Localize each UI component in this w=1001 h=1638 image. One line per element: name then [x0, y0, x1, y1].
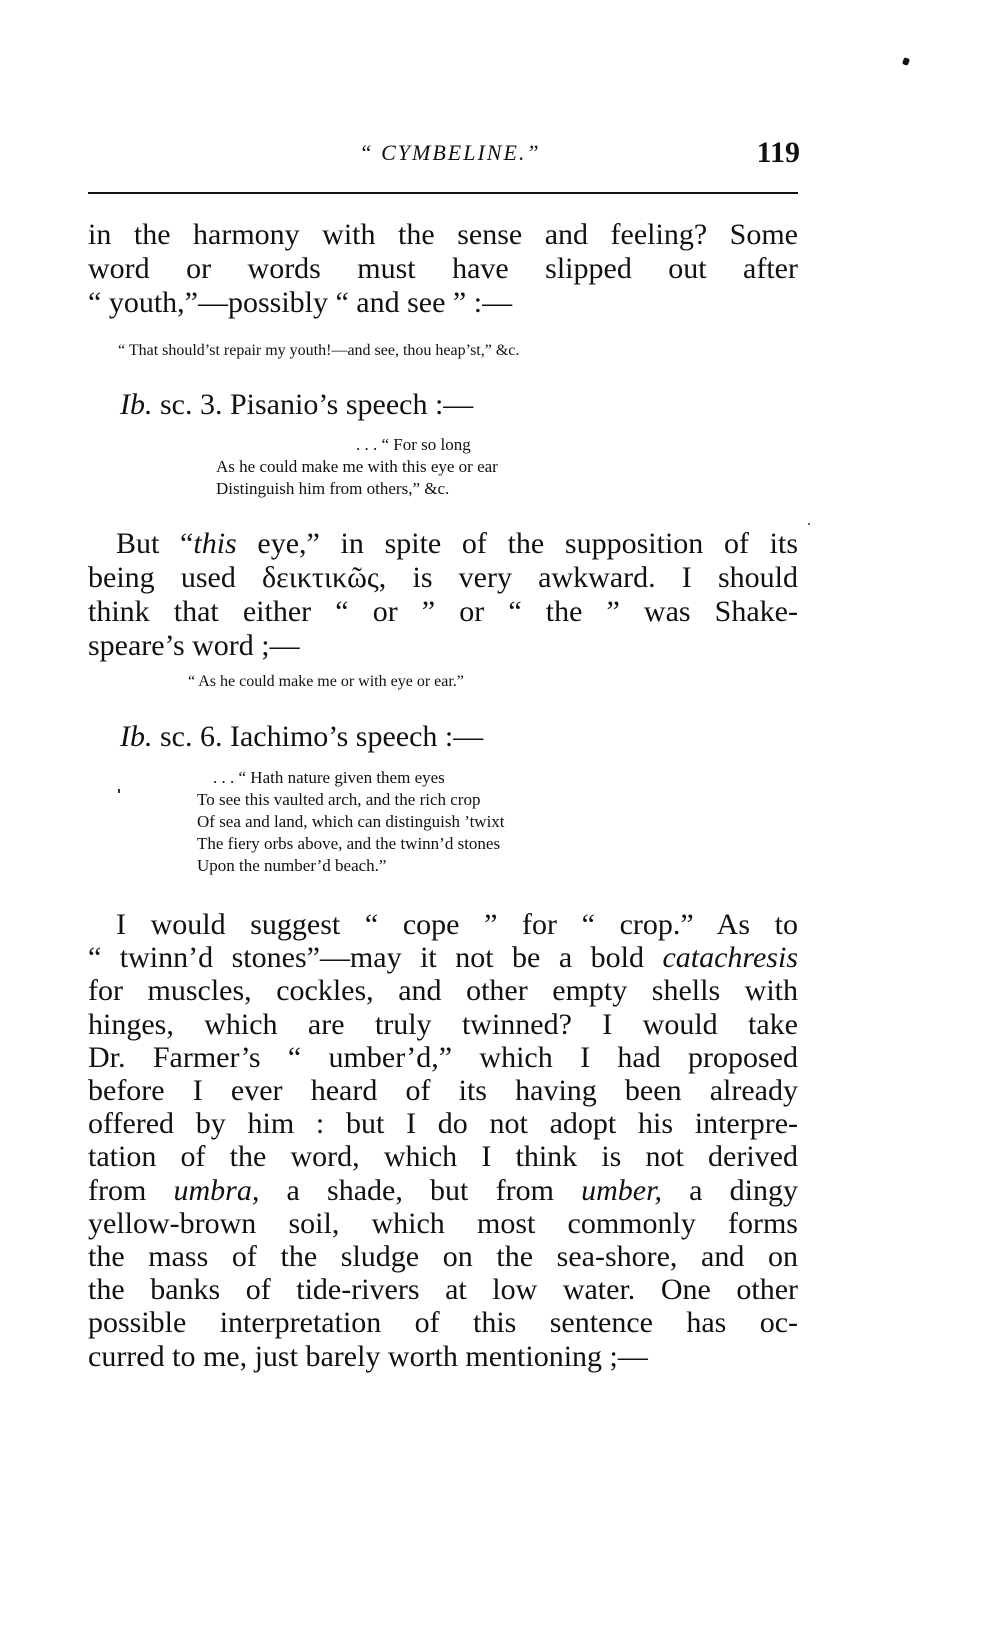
ibid-ref: Ib. [120, 720, 153, 753]
text-line: offered by him : but I do not adopt his interpre- [88, 1107, 798, 1141]
emphasis: umber, [581, 1173, 662, 1207]
text-line: think that either “ or ” or “ the ” was Shake- [88, 595, 798, 628]
quote-line: As he could make me with this eye or ear [216, 457, 498, 476]
text-line: curred to me, just barely worth mentioning ;— [88, 1339, 648, 1373]
quote-line: The fiery orbs above, and the twinn’d stones [197, 834, 501, 853]
paragraph-3 [88, 908, 798, 1373]
paragraph-2 [88, 527, 798, 663]
text-fragment: from [88, 1173, 174, 1207]
text-fragment: a dingy [661, 1173, 798, 1207]
page-number: 119 [756, 136, 800, 169]
text-line: tation of the word, which I think is not derived [88, 1140, 798, 1174]
heading-text: sc. 3. Pisanio’s speech :— [160, 388, 474, 421]
quote-line: “ That should’st repair my youth!—and see, thou heap’st,” &c. [118, 342, 520, 359]
text-fragment: But “ [116, 527, 194, 560]
section-heading-sc6 [120, 720, 483, 754]
quote-line: “ As he could make me or with eye or ear.” [188, 673, 464, 690]
quote-line: . . . “ Hath nature given them eyes [213, 768, 445, 787]
text-line [88, 1174, 798, 1207]
text-line: “ youth,”—possibly “ and see ” :— [88, 286, 513, 319]
running-title: “ CYMBELINE.” [359, 140, 541, 165]
text-line: yellow-brown soil, which most commonly forms [88, 1206, 798, 1240]
text-line: before I ever heard of its having been already [88, 1074, 798, 1108]
text-line: word or words must have slipped out after [88, 252, 798, 285]
ibid-ref: Ib. [120, 388, 153, 421]
text-line: in the harmony with the sense and feeling? Some [88, 218, 798, 251]
text-line: hinges, which are truly twinned? I would take [88, 1007, 798, 1041]
text-line: Dr. Farmer’s “ umber’d,” which I had proposed [88, 1040, 798, 1074]
text-line: being used δεικτικῶς, is very awkward. I should [88, 561, 798, 594]
text-fragment: “ twinn’d stones”—may it not be a bold [88, 941, 663, 975]
emphasis: this [193, 527, 237, 560]
text-line: the mass of the sludge on the sea-shore, and on [88, 1240, 798, 1274]
heading-text: sc. 6. Iachimo’s speech :— [160, 720, 484, 753]
header-rule [88, 192, 798, 194]
ink-speck [808, 523, 810, 525]
text-line: possible interpretation of this sentence has oc- [88, 1306, 798, 1340]
emphasis: umbra, [173, 1173, 260, 1207]
emphasis: catachresis [662, 941, 798, 975]
text-fragment: a shade, but from [259, 1173, 582, 1207]
quote-line: Of sea and land, which can distinguish ’twixt [197, 812, 505, 831]
text-line: speare’s word ;— [88, 629, 300, 662]
quotation-4 [197, 767, 505, 877]
text-fragment: eye,” in spite of the supposition of its [236, 527, 798, 560]
quotation-1 [118, 340, 519, 362]
text-line [88, 527, 798, 561]
text-line: the banks of tide-rivers at low water. One other [88, 1273, 798, 1307]
quote-line: To see this vaulted arch, and the rich crop [197, 790, 481, 809]
text-line [88, 941, 798, 974]
paragraph-1 [88, 218, 798, 320]
text-line: I would suggest “ cope ” for “ crop.” As to [116, 908, 798, 941]
quote-line: . . . “ For so long [356, 435, 471, 454]
quote-line: Distinguish him from others,” &c. [216, 479, 450, 498]
quotation-2 [216, 434, 498, 500]
quotation-3 [188, 671, 464, 693]
text-line: for muscles, cockles, and other empty shells with [88, 974, 798, 1008]
quote-line: Upon the number’d beach.” [197, 856, 387, 875]
ink-speck [118, 789, 120, 793]
ink-speck [902, 57, 910, 66]
section-heading-sc3 [120, 388, 473, 422]
